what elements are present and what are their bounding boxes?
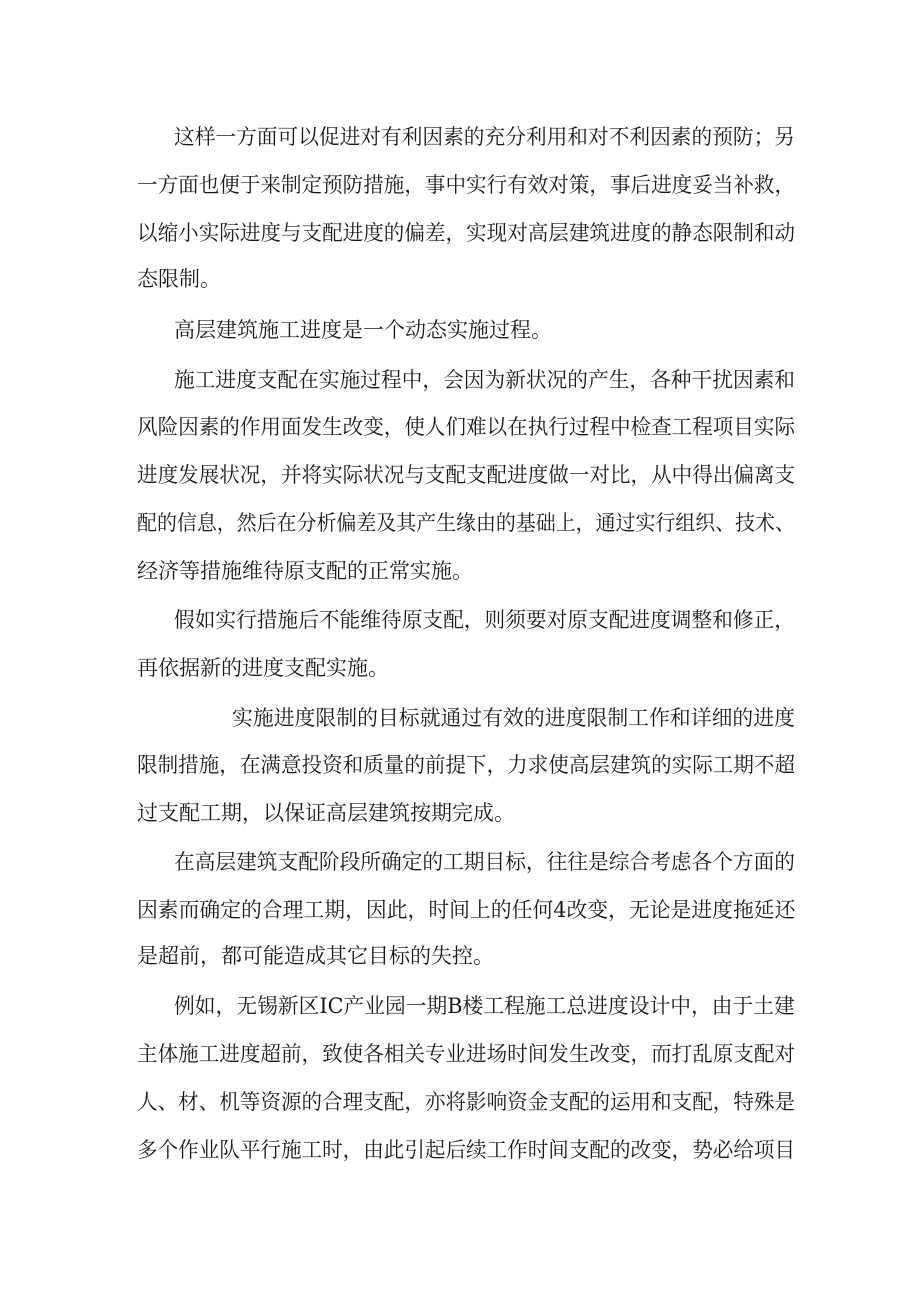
paragraph-line: 风险因素的作用面发生改变，使人们难以在执行过程中检查工程项目实际 [137,415,796,439]
paragraph-line: 这样一方面可以促进对有利因素的充分利用和对不利因素的预防；另 [174,125,795,149]
paragraph-line: 再依据新的进度支配实施。 [137,656,389,680]
paragraph-line: 高层建筑施工进度是一个动态实施过程。 [174,318,552,342]
paragraph-line: 主体施工进度超前，致使各相关专业进场时间发生改变，而打乱原支配对 [137,1042,796,1066]
paragraph-line: 人、材、机等资源的合理支配，亦将影响资金支配的运用和支配，特殊是 [137,1090,796,1114]
paragraph-line: 因素而确定的合理工期，因此，时间上的任何4改变，无论是进度拖延还 [137,898,796,922]
paragraph-line: 施工进度支配在实施过程中，会因为新状况的产生，各种干扰因素和 [174,368,795,392]
paragraph-line: 多个作业队平行施工时，由此引起后续工作时间支配的改变，势必给项目 [137,1138,796,1162]
paragraph-line: 配的信息，然后在分析偏差及其产生缘由的基础上，通过实行组织、技术、 [137,511,796,535]
paragraph-line: 在高层建筑支配阶段所确定的工期目标，往往是综合考虑各个方面的 [174,850,795,874]
paragraph-line: 过支配工期，以保证高层建筑按期完成。 [137,801,515,825]
paragraph-line: 进度发展状况，并将实际状况与支配支配进度做一对比，从中得出偏离支 [137,463,796,487]
paragraph-line: 经济等措施维待原支配的正常实施。 [137,559,473,583]
paragraph-line: 是超前，都可能造成其它目标的失控。 [137,944,494,968]
paragraph-line: 限制措施，在满意投资和质量的前提下，力求使高层建筑的实际工期不超 [137,753,796,777]
paragraph-line: 一方面也便于来制定预防措施，事中实行有效对策，事后进度妥当补救， [137,173,796,197]
paragraph-line: 态限制。 [137,267,221,291]
paragraph-line: 以缩小实际进度与支配进度的偏差，实现对高层建筑进度的静态限制和动 [137,221,796,245]
paragraph-line: 实施进度限制的目标就通过有效的进度限制工作和详细的进度 [232,706,795,730]
paragraph-line: 例如，无锡新区IC产业园一期B楼工程施工总进度设计中，由于土建 [174,994,795,1018]
paragraph-line: 假如实行措施后不能维待原支配，则须要对原支配进度调整和修正， [174,608,795,632]
